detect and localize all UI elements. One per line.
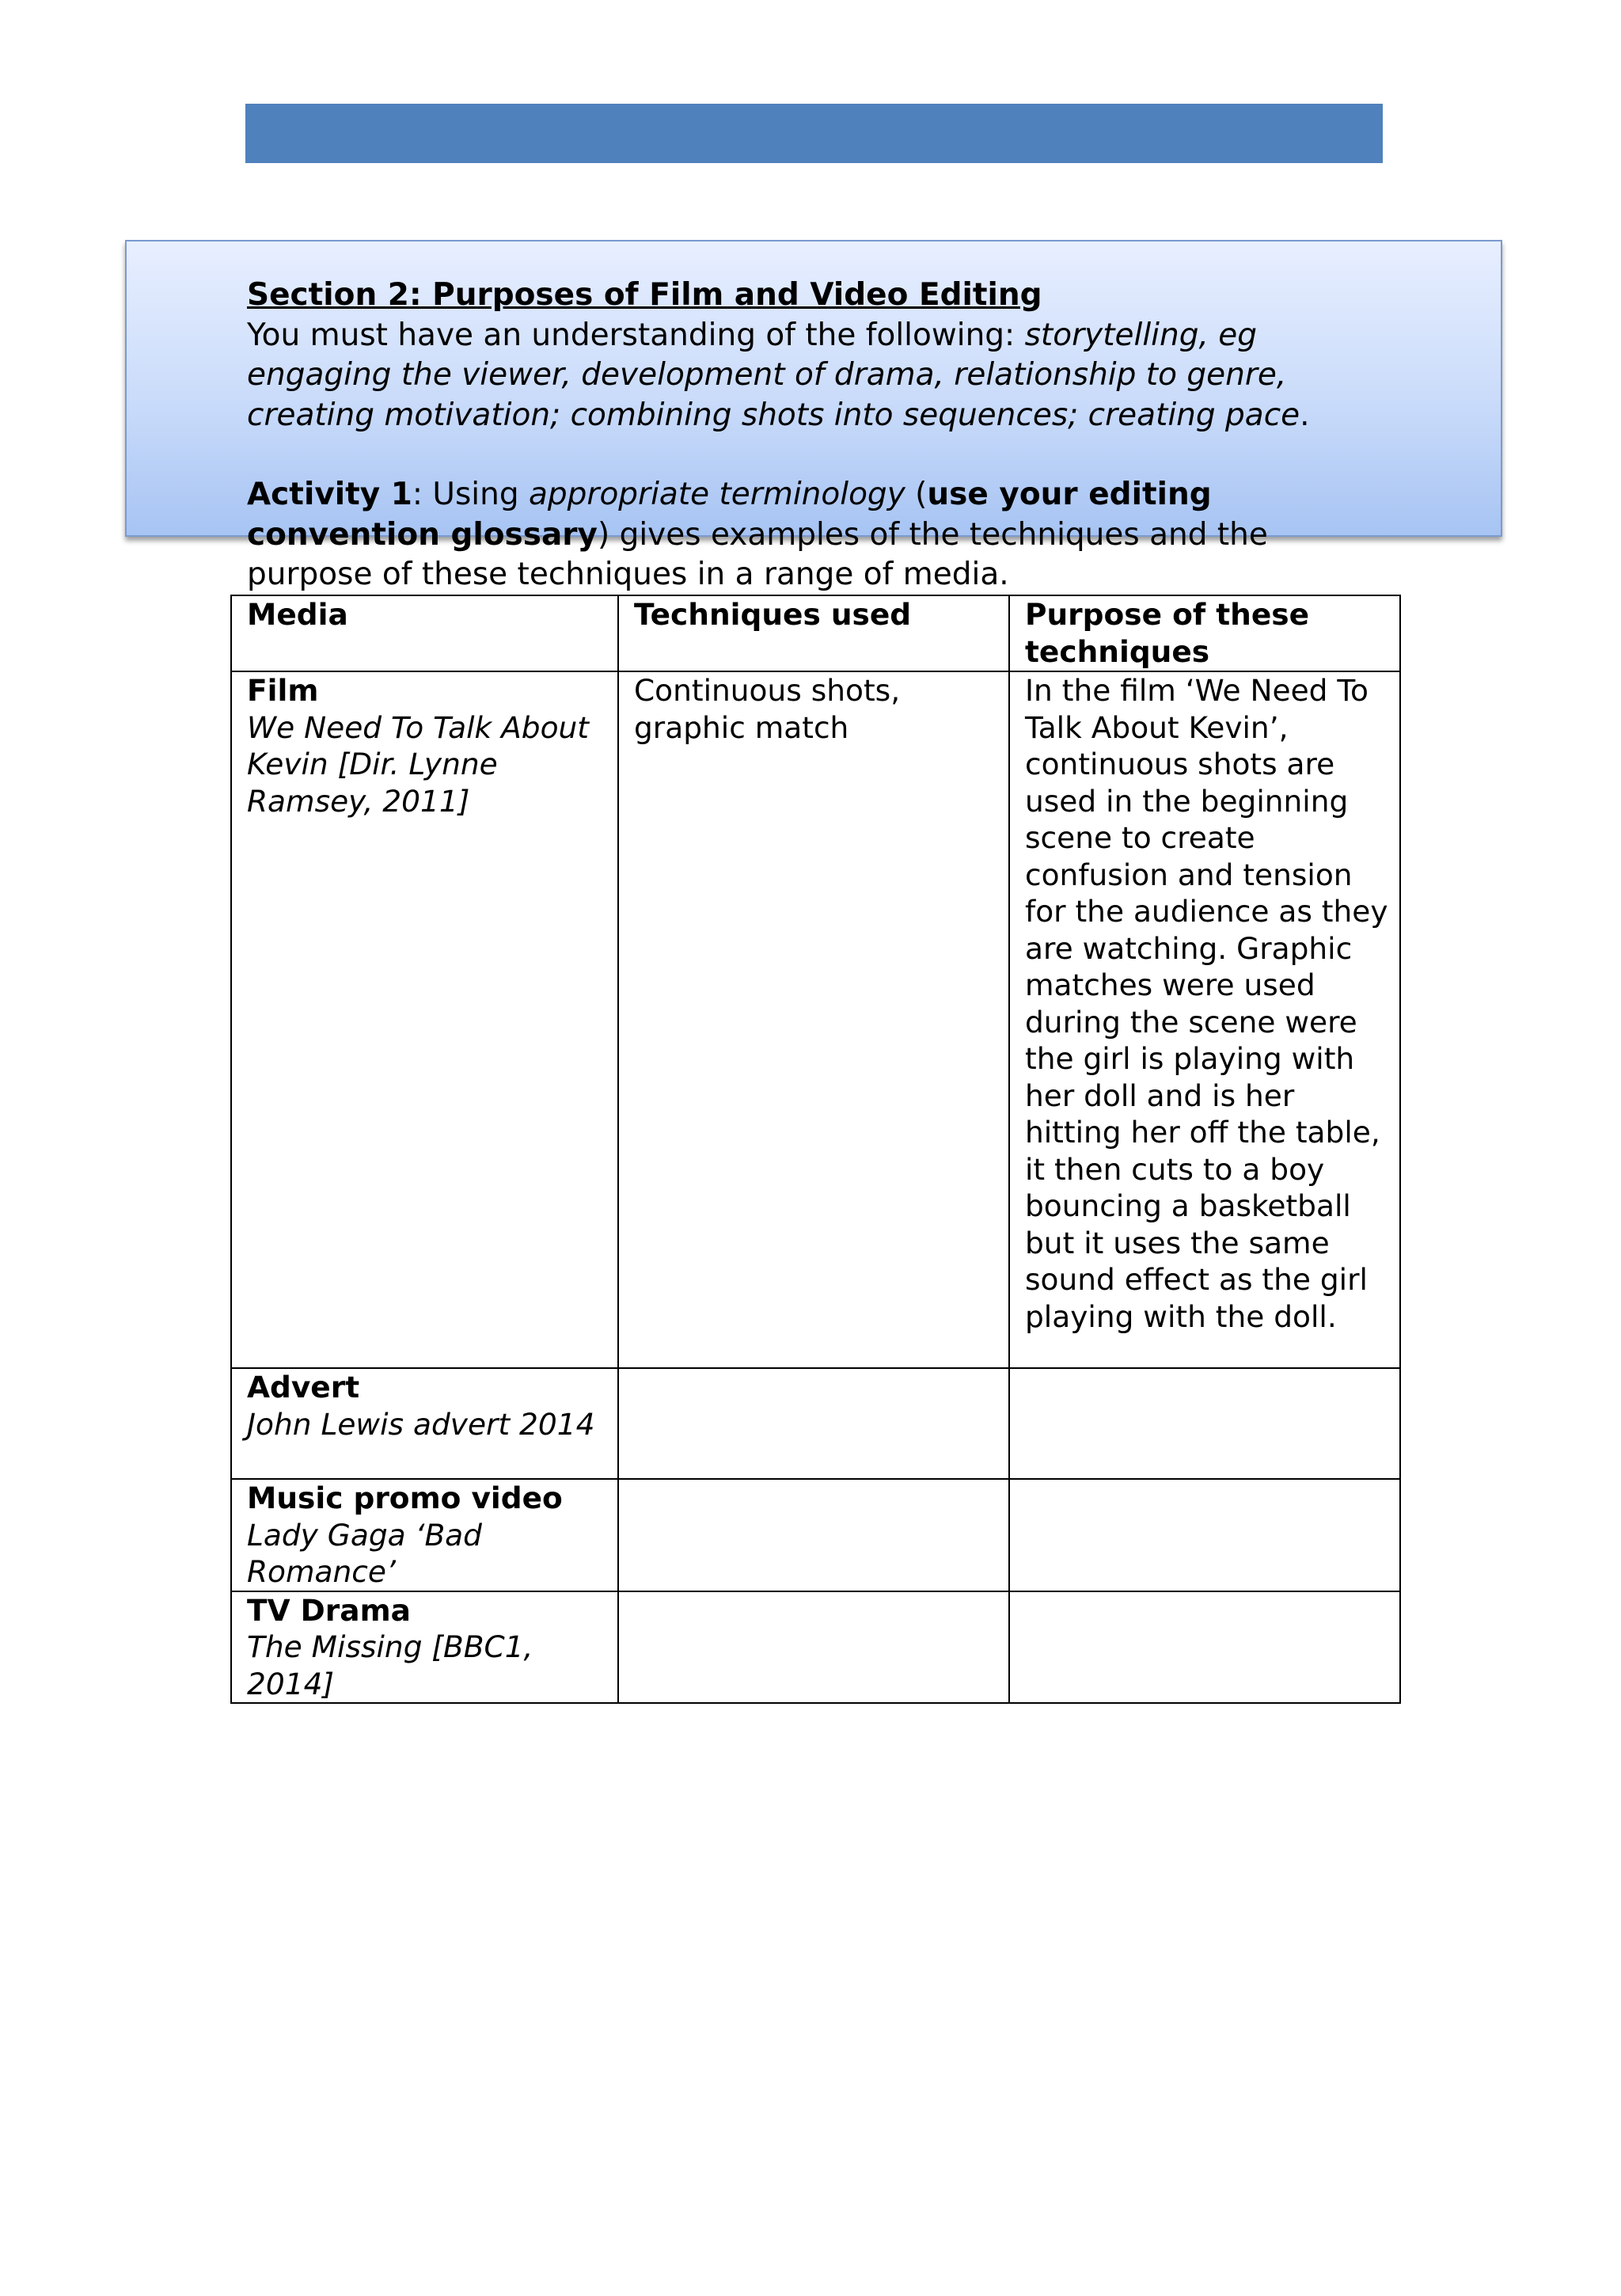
table-row-film [231, 671, 1400, 1368]
header-purpose: Purpose of these techniques [1009, 595, 1400, 671]
section-intro: You must have an understanding of the following: storytelling, eg engaging the viewer, development of drama, relationship to genre, creating motivation; combining shots into sequences; creating pace. [247, 317, 1310, 433]
table-row-tv-drama [231, 1591, 1400, 1704]
media-cell [231, 1368, 618, 1479]
table-header-row [231, 595, 1400, 671]
media-name: TV Drama [247, 1592, 411, 1628]
media-title: John Lewis advert 2014 [247, 1406, 595, 1442]
header-media: Media [231, 595, 618, 671]
techniques-cell: Continuous shots, graphic match [618, 671, 1009, 1368]
media-cell [231, 671, 618, 1368]
media-title: The Missing [BBC1, 2014] [247, 1629, 533, 1701]
section-title: Section 2: Purposes of Film and Video Editing [247, 277, 1042, 313]
purpose-cell [1009, 1368, 1400, 1479]
purpose-cell [1009, 1479, 1400, 1591]
media-name: Advert [247, 1370, 360, 1405]
purpose-cell: In the film ‘We Need To Talk About Kevin’, continuous shots are used in the beginning scene to create confusion and tension for the audience as they are watching. Graphic matches were used during the scene were the girl is playing with her doll and is her hitting her off the table, it then cuts to a boy bouncing a basketball but it uses the same sound effect as the girl playing with the doll. [1009, 671, 1400, 1368]
media-cell [231, 1591, 618, 1704]
media-title: We Need To Talk About Kevin [Dir. Lynne Ramsey, 2011] [247, 709, 590, 819]
media-name: Music promo video [247, 1481, 563, 1515]
media-title: Lady Gaga ‘Bad Romance’ [247, 1517, 482, 1589]
table-row-music-promo [231, 1479, 1400, 1591]
header-techniques: Techniques used [618, 595, 1009, 671]
techniques-cell [618, 1368, 1009, 1479]
header-bar [245, 104, 1383, 163]
section-text [247, 276, 1379, 595]
table-row-advert [231, 1368, 1400, 1479]
techniques-cell [618, 1479, 1009, 1591]
media-name: Film [247, 673, 319, 708]
activity-instruction: Activity 1: Using appropriate terminology (use your editing convention glossary) gives examples of the techniques and the purpose of these techniques in a range of media. [247, 477, 1268, 592]
media-cell [231, 1479, 618, 1591]
spacer [247, 435, 1379, 475]
purpose-cell [1009, 1591, 1400, 1704]
techniques-cell [618, 1591, 1009, 1704]
media-techniques-table [230, 595, 1401, 1704]
